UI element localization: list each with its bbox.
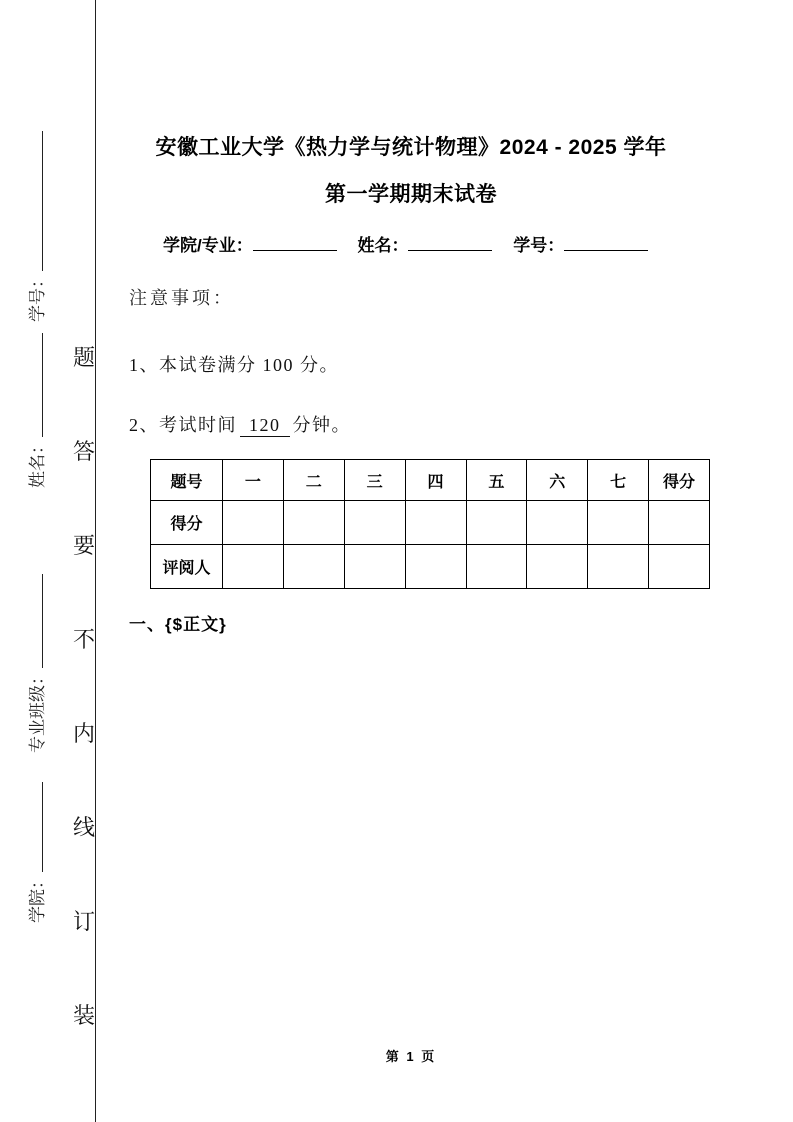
header-question-number: 题号 xyxy=(151,460,223,501)
student-id-label: 学号： xyxy=(513,236,565,255)
reviewer-cell xyxy=(527,545,588,589)
header-col-6: 六 xyxy=(527,460,588,501)
reviewer-cell xyxy=(405,545,466,589)
score-cell xyxy=(649,501,710,545)
exam-title-line1: 安徽工业大学《热力学与统计物理》2024 - 2025 学年 xyxy=(155,136,667,159)
score-cell xyxy=(466,501,527,545)
binding-char: 装 xyxy=(73,1003,96,1028)
header-col-7: 七 xyxy=(588,460,649,501)
margin-name-blank xyxy=(38,333,43,437)
binding-char: 线 xyxy=(73,815,96,840)
score-cell xyxy=(223,501,284,545)
score-row-label: 得分 xyxy=(151,501,223,545)
margin-college-label: 学院： xyxy=(28,872,47,923)
binding-char: 要 xyxy=(73,533,96,558)
note2-prefix: 2、考试时间 xyxy=(129,415,237,435)
binding-char: 不 xyxy=(73,627,96,652)
reviewer-cell xyxy=(466,545,527,589)
binding-margin-text xyxy=(73,347,95,1027)
score-cell xyxy=(344,501,405,545)
margin-major-class-blank xyxy=(38,574,43,668)
note2-suffix: 分钟。 xyxy=(292,415,351,435)
note-item-1: 1、本试卷满分 100 分。 xyxy=(129,355,339,375)
page-number: 第 1 页 xyxy=(385,1049,437,1064)
reviewer-row-label: 评阅人 xyxy=(151,545,223,589)
margin-student-id-blank xyxy=(38,131,43,271)
exam-duration-value: 120 xyxy=(240,415,290,437)
name-label: 姓名： xyxy=(357,236,409,255)
margin-college-blank xyxy=(38,782,43,872)
reviewer-cell xyxy=(649,545,710,589)
reviewer-row xyxy=(151,545,710,589)
exam-title-line2: 第一学期期末试卷 xyxy=(325,183,497,206)
header-col-4: 四 xyxy=(405,460,466,501)
score-row xyxy=(151,501,710,545)
header-col-5: 五 xyxy=(466,460,527,501)
binding-line xyxy=(95,0,96,1122)
margin-field-college xyxy=(27,782,49,923)
header-col-2: 二 xyxy=(283,460,344,501)
score-cell xyxy=(283,501,344,545)
note-item-2 xyxy=(129,411,351,437)
reviewer-cell xyxy=(283,545,344,589)
header-col-1: 一 xyxy=(223,460,284,501)
margin-field-student-id xyxy=(27,131,49,322)
student-id-blank xyxy=(564,236,648,251)
binding-char: 答 xyxy=(73,439,96,464)
reviewer-cell xyxy=(223,545,284,589)
college-major-blank xyxy=(253,236,337,251)
binding-char: 题 xyxy=(73,345,96,370)
student-info-line xyxy=(163,231,648,256)
binding-char: 订 xyxy=(73,909,96,934)
score-table xyxy=(150,459,710,589)
score-cell xyxy=(527,501,588,545)
margin-name-label: 姓名： xyxy=(28,437,47,488)
reviewer-cell xyxy=(344,545,405,589)
binding-char: 内 xyxy=(73,721,96,746)
score-cell xyxy=(588,501,649,545)
margin-student-id-label: 学号： xyxy=(28,271,47,322)
header-col-3: 三 xyxy=(344,460,405,501)
margin-major-class-label: 专业班级： xyxy=(28,668,47,753)
notes-heading: 注意事项： xyxy=(129,288,234,308)
section-1-heading: 一、{$正文} xyxy=(129,615,227,634)
score-cell xyxy=(405,501,466,545)
college-major-label: 学院/专业： xyxy=(163,236,253,255)
margin-field-name xyxy=(27,333,49,488)
reviewer-cell xyxy=(588,545,649,589)
score-table-header-row xyxy=(151,460,710,501)
margin-field-major-class xyxy=(27,574,49,753)
header-total-score: 得分 xyxy=(649,460,710,501)
name-blank xyxy=(408,236,492,251)
